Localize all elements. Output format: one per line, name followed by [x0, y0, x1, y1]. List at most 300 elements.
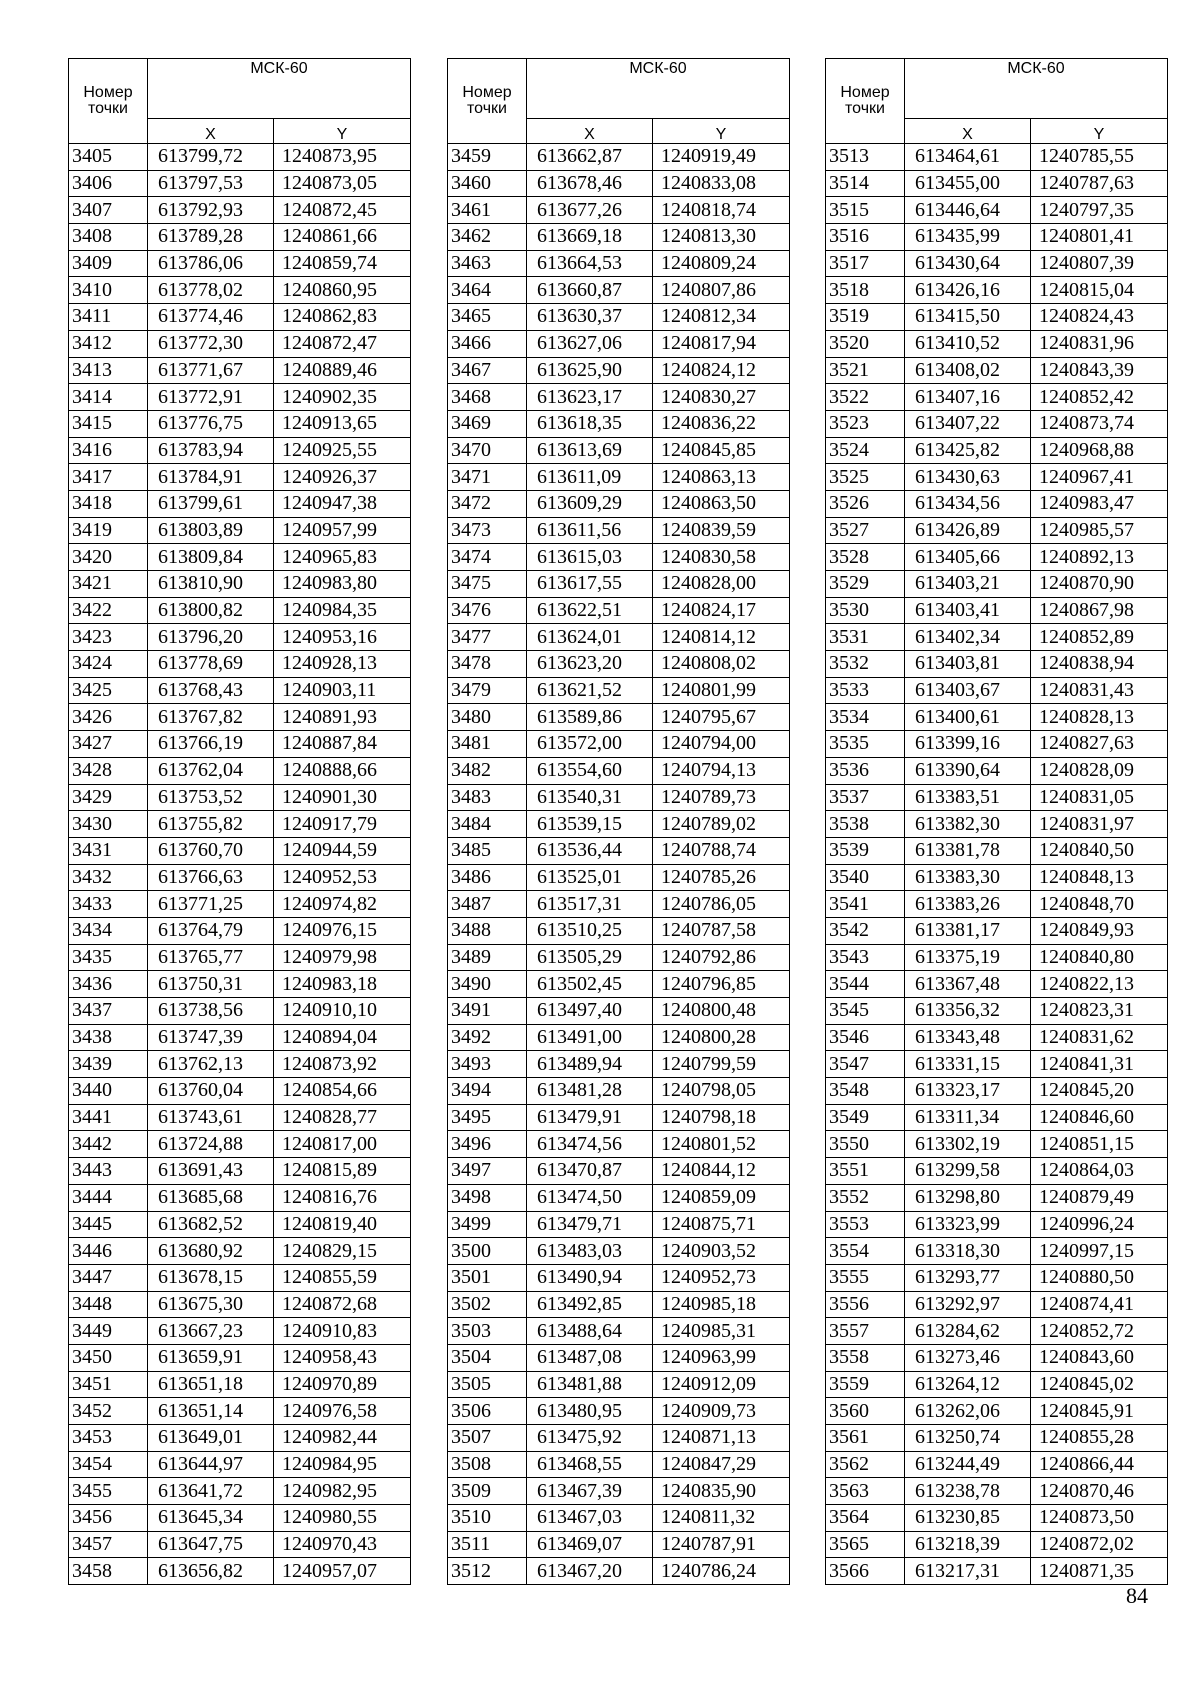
y-coordinate-cell: 1240789,02	[653, 811, 790, 838]
point-number-cell: 3461	[448, 197, 527, 224]
table-row	[69, 651, 411, 678]
table-row	[826, 998, 1168, 1025]
y-coordinate-cell: 1240862,83	[274, 304, 411, 331]
y-coordinate-cell: 1240872,68	[274, 1291, 411, 1318]
y-coordinate-cell: 1240831,96	[1031, 330, 1168, 357]
y-coordinate-cell: 1240968,88	[1031, 437, 1168, 464]
y-coordinate-cell: 1240785,55	[1031, 144, 1168, 171]
point-number-cell: 3425	[69, 677, 148, 704]
point-number-cell: 3515	[826, 197, 905, 224]
point-number-header: Номер точки	[826, 59, 905, 144]
coordinate-system-header: МСК-60	[905, 59, 1168, 119]
x-coordinate-cell: 613786,06	[148, 250, 274, 277]
x-coordinate-cell: 613244,49	[905, 1451, 1031, 1478]
x-coordinate-cell: 613343,48	[905, 1024, 1031, 1051]
point-number-cell: 3464	[448, 277, 527, 304]
y-coordinate-cell: 1240970,43	[274, 1531, 411, 1558]
x-coordinate-cell: 613430,64	[905, 250, 1031, 277]
x-coordinate-cell: 613766,19	[148, 731, 274, 758]
x-coordinate-cell: 613238,78	[905, 1478, 1031, 1505]
x-coordinate-cell: 613455,00	[905, 170, 1031, 197]
point-number-cell: 3487	[448, 891, 527, 918]
x-coordinate-cell: 613488,64	[527, 1318, 653, 1345]
y-coordinate-cell: 1240965,83	[274, 544, 411, 571]
table-row	[448, 277, 790, 304]
table-row	[826, 277, 1168, 304]
x-coordinate-cell: 613375,19	[905, 944, 1031, 971]
point-number-cell: 3440	[69, 1078, 148, 1105]
x-coordinate-cell: 613743,61	[148, 1104, 274, 1131]
y-coordinate-cell: 1240838,94	[1031, 651, 1168, 678]
table-row	[826, 1211, 1168, 1238]
y-coordinate-cell: 1240794,13	[653, 757, 790, 784]
x-coordinate-cell: 613474,50	[527, 1184, 653, 1211]
y-coordinate-cell: 1240841,31	[1031, 1051, 1168, 1078]
x-coordinate-cell: 613796,20	[148, 624, 274, 651]
table-row	[69, 517, 411, 544]
table-row	[448, 1264, 790, 1291]
x-coordinate-cell: 613474,56	[527, 1131, 653, 1158]
table-row	[448, 144, 790, 171]
y-coordinate-cell: 1240812,34	[653, 304, 790, 331]
table-row	[826, 677, 1168, 704]
point-number-cell: 3456	[69, 1505, 148, 1532]
point-number-cell: 3465	[448, 304, 527, 331]
point-number-cell: 3531	[826, 624, 905, 651]
point-number-cell: 3460	[448, 170, 527, 197]
table-row	[69, 1318, 411, 1345]
table-row	[448, 944, 790, 971]
y-coordinate-cell: 1240809,24	[653, 250, 790, 277]
table-row	[826, 731, 1168, 758]
x-coordinate-cell: 613678,46	[527, 170, 653, 197]
point-number-cell: 3494	[448, 1078, 527, 1105]
y-coordinate-cell: 1240852,89	[1031, 624, 1168, 651]
x-coordinate-cell: 613615,03	[527, 544, 653, 571]
table-row	[69, 490, 411, 517]
x-coordinate-cell: 613480,95	[527, 1398, 653, 1425]
y-coordinate-cell: 1240844,12	[653, 1158, 790, 1185]
point-number-cell: 3450	[69, 1344, 148, 1371]
point-number-cell: 3520	[826, 330, 905, 357]
y-coordinate-cell: 1240872,02	[1031, 1531, 1168, 1558]
y-coordinate-cell: 1240823,31	[1031, 998, 1168, 1025]
x-coordinate-cell: 613302,19	[905, 1131, 1031, 1158]
table-row	[826, 757, 1168, 784]
point-number-cell: 3555	[826, 1264, 905, 1291]
y-coordinate-cell: 1240831,43	[1031, 677, 1168, 704]
table-row	[69, 1344, 411, 1371]
x-coordinate-cell: 613539,15	[527, 811, 653, 838]
point-number-header: Номер точки	[448, 59, 527, 144]
y-coordinate-cell: 1240815,04	[1031, 277, 1168, 304]
y-coordinate-cell: 1240788,74	[653, 837, 790, 864]
point-number-cell: 3428	[69, 757, 148, 784]
x-coordinate-cell: 613408,02	[905, 357, 1031, 384]
x-coordinate-cell: 613323,17	[905, 1078, 1031, 1105]
x-coordinate-cell: 613617,55	[527, 571, 653, 598]
point-number-cell: 3526	[826, 490, 905, 517]
x-coordinate-cell: 613481,28	[527, 1078, 653, 1105]
table-row	[69, 1264, 411, 1291]
y-coordinate-cell: 1240828,13	[1031, 704, 1168, 731]
table-row	[448, 517, 790, 544]
table-row	[69, 677, 411, 704]
table-row	[826, 784, 1168, 811]
y-coordinate-cell: 1240983,47	[1031, 490, 1168, 517]
point-number-cell: 3466	[448, 330, 527, 357]
x-coordinate-cell: 613399,16	[905, 731, 1031, 758]
point-number-cell: 3416	[69, 437, 148, 464]
table-row	[69, 1531, 411, 1558]
point-number-cell: 3415	[69, 410, 148, 437]
y-coordinate-cell: 1240996,24	[1031, 1211, 1168, 1238]
y-coordinate-cell: 1240854,66	[274, 1078, 411, 1105]
x-coordinate-cell: 613800,82	[148, 597, 274, 624]
table-row	[448, 1158, 790, 1185]
x-coordinate-cell: 613647,75	[148, 1531, 274, 1558]
point-number-cell: 3493	[448, 1051, 527, 1078]
x-coordinate-cell: 613264,12	[905, 1371, 1031, 1398]
point-number-cell: 3566	[826, 1558, 905, 1585]
point-number-cell: 3499	[448, 1211, 527, 1238]
point-number-cell: 3553	[826, 1211, 905, 1238]
x-column-header: X	[905, 118, 1031, 143]
y-coordinate-cell: 1240848,70	[1031, 891, 1168, 918]
table-row	[448, 811, 790, 838]
table-row	[448, 250, 790, 277]
table-row	[448, 490, 790, 517]
x-coordinate-cell: 613311,34	[905, 1104, 1031, 1131]
point-number-header: Номер точки	[69, 59, 148, 144]
table-row	[448, 330, 790, 357]
table-row	[69, 1158, 411, 1185]
point-number-cell: 3408	[69, 224, 148, 251]
y-coordinate-cell: 1240917,79	[274, 811, 411, 838]
coordinates-table-3	[825, 58, 1168, 1585]
point-number-cell: 3492	[448, 1024, 527, 1051]
point-number-cell: 3442	[69, 1131, 148, 1158]
x-coordinate-cell: 613293,77	[905, 1264, 1031, 1291]
point-number-cell: 3470	[448, 437, 527, 464]
coordinates-table-2	[447, 58, 790, 1585]
point-number-cell: 3485	[448, 837, 527, 864]
point-number-cell: 3533	[826, 677, 905, 704]
table-row	[448, 437, 790, 464]
y-coordinate-cell: 1240952,73	[653, 1264, 790, 1291]
point-number-cell: 3435	[69, 944, 148, 971]
point-number-cell: 3495	[448, 1104, 527, 1131]
table-row	[448, 917, 790, 944]
table-row	[448, 1344, 790, 1371]
y-coordinate-cell: 1240808,02	[653, 651, 790, 678]
x-coordinate-cell: 613765,77	[148, 944, 274, 971]
table-row	[826, 250, 1168, 277]
y-coordinate-cell: 1240817,00	[274, 1131, 411, 1158]
point-number-cell: 3445	[69, 1211, 148, 1238]
y-coordinate-cell: 1240840,80	[1031, 944, 1168, 971]
y-coordinate-cell: 1240976,15	[274, 917, 411, 944]
point-number-cell: 3563	[826, 1478, 905, 1505]
x-coordinate-cell: 613262,06	[905, 1398, 1031, 1425]
y-coordinate-cell: 1240787,63	[1031, 170, 1168, 197]
table-row	[826, 1505, 1168, 1532]
table-row	[69, 1505, 411, 1532]
x-coordinate-cell: 613762,13	[148, 1051, 274, 1078]
x-coordinate-cell: 613467,39	[527, 1478, 653, 1505]
x-coordinate-cell: 613613,69	[527, 437, 653, 464]
table-row	[69, 704, 411, 731]
table-row	[448, 384, 790, 411]
table-row	[826, 571, 1168, 598]
y-coordinate-cell: 1240807,86	[653, 277, 790, 304]
y-coordinate-cell: 1240873,95	[274, 144, 411, 171]
y-coordinate-cell: 1240997,15	[1031, 1238, 1168, 1265]
x-coordinate-cell: 613487,08	[527, 1344, 653, 1371]
table-row	[69, 250, 411, 277]
x-coordinate-cell: 613747,39	[148, 1024, 274, 1051]
table-row	[826, 517, 1168, 544]
point-number-cell: 3422	[69, 597, 148, 624]
table-row	[448, 998, 790, 1025]
x-coordinate-cell: 613784,91	[148, 464, 274, 491]
y-coordinate-cell: 1240830,27	[653, 384, 790, 411]
point-number-cell: 3429	[69, 784, 148, 811]
point-number-cell: 3543	[826, 944, 905, 971]
x-coordinate-cell: 613799,61	[148, 490, 274, 517]
table-row	[69, 197, 411, 224]
point-number-cell: 3405	[69, 144, 148, 171]
table-row	[448, 224, 790, 251]
x-coordinate-cell: 613517,31	[527, 891, 653, 918]
x-coordinate-cell: 613403,81	[905, 651, 1031, 678]
point-number-cell: 3420	[69, 544, 148, 571]
table-row	[448, 891, 790, 918]
x-coordinate-cell: 613382,30	[905, 811, 1031, 838]
table-row	[826, 1131, 1168, 1158]
table-row	[448, 1104, 790, 1131]
x-coordinate-cell: 613497,40	[527, 998, 653, 1025]
x-coordinate-cell: 613298,80	[905, 1184, 1031, 1211]
y-coordinate-cell: 1240944,59	[274, 837, 411, 864]
x-coordinate-cell: 613774,46	[148, 304, 274, 331]
y-coordinate-cell: 1240831,05	[1031, 784, 1168, 811]
point-number-cell: 3423	[69, 624, 148, 651]
y-column-header: Y	[1031, 118, 1168, 143]
table-row	[448, 410, 790, 437]
x-coordinate-cell: 613667,23	[148, 1318, 274, 1345]
x-coordinate-cell: 613430,63	[905, 464, 1031, 491]
point-number-cell: 3532	[826, 651, 905, 678]
x-coordinate-cell: 613630,37	[527, 304, 653, 331]
y-coordinate-cell: 1240891,93	[274, 704, 411, 731]
table-row	[69, 144, 411, 171]
point-number-cell: 3529	[826, 571, 905, 598]
x-coordinate-cell: 613489,94	[527, 1051, 653, 1078]
y-coordinate-cell: 1240848,13	[1031, 864, 1168, 891]
y-coordinate-cell: 1240910,83	[274, 1318, 411, 1345]
table-row	[826, 837, 1168, 864]
table-row	[448, 971, 790, 998]
point-number-cell: 3451	[69, 1371, 148, 1398]
point-number-cell: 3565	[826, 1531, 905, 1558]
y-coordinate-cell: 1240952,53	[274, 864, 411, 891]
table-row	[448, 1238, 790, 1265]
table-row	[826, 944, 1168, 971]
x-coordinate-cell: 613410,52	[905, 330, 1031, 357]
table-row	[69, 1104, 411, 1131]
x-coordinate-cell: 613490,94	[527, 1264, 653, 1291]
y-coordinate-cell: 1240928,13	[274, 651, 411, 678]
point-number-cell: 3491	[448, 998, 527, 1025]
y-coordinate-cell: 1240980,55	[274, 1505, 411, 1532]
table-row	[826, 1371, 1168, 1398]
table-row	[826, 624, 1168, 651]
point-number-cell: 3506	[448, 1398, 527, 1425]
point-number-cell: 3508	[448, 1451, 527, 1478]
table-row	[826, 1238, 1168, 1265]
point-number-cell: 3511	[448, 1531, 527, 1558]
table-row	[69, 757, 411, 784]
point-number-cell: 3496	[448, 1131, 527, 1158]
x-column-header: X	[527, 118, 653, 143]
point-number-cell: 3455	[69, 1478, 148, 1505]
x-coordinate-cell: 613778,02	[148, 277, 274, 304]
y-coordinate-cell: 1240785,26	[653, 864, 790, 891]
table-row	[826, 1318, 1168, 1345]
x-coordinate-cell: 613502,45	[527, 971, 653, 998]
y-coordinate-cell: 1240985,31	[653, 1318, 790, 1345]
coordinate-system-header: МСК-60	[527, 59, 790, 119]
y-coordinate-cell: 1240815,89	[274, 1158, 411, 1185]
x-coordinate-cell: 613470,87	[527, 1158, 653, 1185]
x-coordinate-cell: 613467,03	[527, 1505, 653, 1532]
point-number-cell: 3443	[69, 1158, 148, 1185]
x-coordinate-cell: 613356,32	[905, 998, 1031, 1025]
y-coordinate-cell: 1240947,38	[274, 490, 411, 517]
y-coordinate-cell: 1240786,05	[653, 891, 790, 918]
point-number-cell: 3468	[448, 384, 527, 411]
x-coordinate-cell: 613331,15	[905, 1051, 1031, 1078]
x-coordinate-cell: 613402,34	[905, 624, 1031, 651]
y-coordinate-cell: 1240979,98	[274, 944, 411, 971]
table-row	[826, 1024, 1168, 1051]
table-row	[448, 731, 790, 758]
table-row	[826, 597, 1168, 624]
point-number-cell: 3539	[826, 837, 905, 864]
x-coordinate-cell: 613660,87	[527, 277, 653, 304]
coordinates-table-1	[68, 58, 411, 1585]
x-coordinate-cell: 613479,91	[527, 1104, 653, 1131]
table-row	[826, 437, 1168, 464]
y-coordinate-cell: 1240870,90	[1031, 571, 1168, 598]
table-row	[448, 1211, 790, 1238]
y-coordinate-cell: 1240829,15	[274, 1238, 411, 1265]
table-row	[826, 490, 1168, 517]
y-coordinate-cell: 1240963,99	[653, 1344, 790, 1371]
y-coordinate-cell: 1240799,59	[653, 1051, 790, 1078]
table-row	[448, 837, 790, 864]
y-coordinate-cell: 1240800,48	[653, 998, 790, 1025]
y-coordinate-cell: 1240801,41	[1031, 224, 1168, 251]
table-row	[448, 1291, 790, 1318]
table-row	[69, 437, 411, 464]
x-coordinate-cell: 613434,56	[905, 490, 1031, 517]
x-coordinate-cell: 613435,99	[905, 224, 1031, 251]
point-number-cell: 3474	[448, 544, 527, 571]
x-coordinate-cell: 613662,87	[527, 144, 653, 171]
table-row	[69, 784, 411, 811]
y-coordinate-cell: 1240889,46	[274, 357, 411, 384]
point-number-cell: 3558	[826, 1344, 905, 1371]
point-number-cell: 3505	[448, 1371, 527, 1398]
y-coordinate-cell: 1240845,85	[653, 437, 790, 464]
table-row	[69, 1291, 411, 1318]
table-row	[826, 1478, 1168, 1505]
x-coordinate-cell: 613724,88	[148, 1131, 274, 1158]
y-coordinate-cell: 1240859,09	[653, 1184, 790, 1211]
y-coordinate-cell: 1240982,95	[274, 1478, 411, 1505]
y-coordinate-cell: 1240976,58	[274, 1398, 411, 1425]
y-coordinate-cell: 1240789,73	[653, 784, 790, 811]
table-row	[448, 357, 790, 384]
y-coordinate-cell: 1240872,45	[274, 197, 411, 224]
y-coordinate-cell: 1240824,17	[653, 597, 790, 624]
y-coordinate-cell: 1240866,44	[1031, 1451, 1168, 1478]
y-coordinate-cell: 1240871,35	[1031, 1558, 1168, 1585]
point-number-cell: 3560	[826, 1398, 905, 1425]
table-row	[448, 197, 790, 224]
table-row	[69, 464, 411, 491]
point-number-cell: 3564	[826, 1505, 905, 1532]
x-coordinate-cell: 613771,25	[148, 891, 274, 918]
y-coordinate-cell: 1240871,13	[653, 1425, 790, 1452]
coordinate-system-header: МСК-60	[148, 59, 411, 119]
y-coordinate-cell: 1240824,12	[653, 357, 790, 384]
point-number-cell: 3453	[69, 1425, 148, 1452]
table-row	[448, 864, 790, 891]
table-row	[826, 1051, 1168, 1078]
point-number-cell: 3417	[69, 464, 148, 491]
point-number-cell: 3517	[826, 250, 905, 277]
y-coordinate-cell: 1240919,49	[653, 144, 790, 171]
y-coordinate-cell: 1240807,39	[1031, 250, 1168, 277]
point-number-cell: 3486	[448, 864, 527, 891]
y-coordinate-cell: 1240873,05	[274, 170, 411, 197]
y-coordinate-cell: 1240859,74	[274, 250, 411, 277]
y-coordinate-cell: 1240892,13	[1031, 544, 1168, 571]
y-coordinate-cell: 1240910,10	[274, 998, 411, 1025]
y-coordinate-cell: 1240831,62	[1031, 1024, 1168, 1051]
table-row	[826, 304, 1168, 331]
y-coordinate-cell: 1240957,07	[274, 1558, 411, 1585]
y-coordinate-cell: 1240873,92	[274, 1051, 411, 1078]
x-coordinate-cell: 613403,21	[905, 571, 1031, 598]
x-coordinate-cell: 613677,26	[527, 197, 653, 224]
point-number-cell: 3439	[69, 1051, 148, 1078]
point-number-cell: 3509	[448, 1478, 527, 1505]
x-coordinate-cell: 613536,44	[527, 837, 653, 864]
point-number-cell: 3467	[448, 357, 527, 384]
x-coordinate-cell: 613407,22	[905, 410, 1031, 437]
table-row	[69, 1425, 411, 1452]
point-number-cell: 3432	[69, 864, 148, 891]
y-coordinate-cell: 1240903,11	[274, 677, 411, 704]
point-number-cell: 3457	[69, 1531, 148, 1558]
table-row	[826, 544, 1168, 571]
x-coordinate-cell: 613753,52	[148, 784, 274, 811]
x-coordinate-cell: 613492,85	[527, 1291, 653, 1318]
